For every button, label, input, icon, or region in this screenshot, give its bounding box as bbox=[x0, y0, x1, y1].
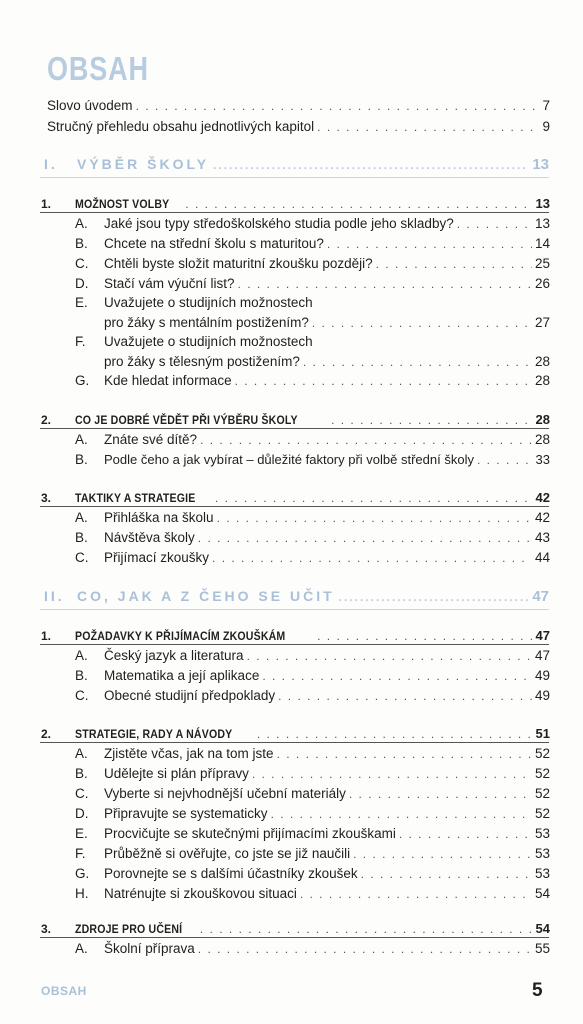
entry-page: 49 bbox=[534, 688, 550, 703]
chapter-heading[interactable] bbox=[0, 488, 583, 508]
leader-dots bbox=[198, 939, 532, 959]
chapter-page: 28 bbox=[535, 412, 550, 427]
chapter-heading[interactable] bbox=[0, 626, 583, 646]
part-page: 13 bbox=[532, 156, 549, 173]
entry-text: Matematika a její aplikace bbox=[104, 668, 260, 683]
leader-dots bbox=[457, 214, 532, 234]
chapter-page: 13 bbox=[535, 196, 550, 211]
chapter-heading[interactable] bbox=[0, 194, 583, 214]
entry-page: 49 bbox=[534, 668, 550, 683]
entry-page: 52 bbox=[534, 786, 550, 801]
entry-text: Chtěli byste složit maturitní zkoušku později? bbox=[104, 256, 373, 271]
leader-dots bbox=[215, 488, 533, 508]
entry-page: 47 bbox=[534, 648, 550, 663]
leader-dots bbox=[262, 666, 532, 686]
entry-letter: D. bbox=[75, 276, 89, 291]
divider bbox=[40, 506, 549, 507]
leader-dots bbox=[217, 508, 532, 528]
entry-letter: G. bbox=[75, 373, 90, 388]
entry-letter: B. bbox=[75, 766, 88, 781]
chapter-number: 2. bbox=[41, 413, 52, 427]
entry-text: Uvažujete o studijních možnostech bbox=[104, 334, 313, 349]
entry-letter: B. bbox=[75, 530, 88, 545]
chapter-number: 3. bbox=[41, 491, 52, 505]
leader-dots bbox=[252, 764, 532, 784]
entry-page: 53 bbox=[534, 866, 550, 881]
chapter-page: 54 bbox=[535, 921, 550, 936]
divider bbox=[40, 212, 549, 213]
toc-entry[interactable] bbox=[0, 646, 583, 666]
leader-dots bbox=[212, 548, 532, 568]
page-number: 5 bbox=[532, 980, 543, 1001]
leader-dots bbox=[271, 804, 532, 824]
entry-letter: F. bbox=[75, 334, 86, 349]
entry-page: 53 bbox=[534, 826, 550, 841]
part-title: VÝBĚR ŠKOLY bbox=[77, 156, 210, 172]
chapter-number: 1. bbox=[41, 629, 52, 643]
entry-text: Slovo úvodem bbox=[47, 98, 133, 113]
chapter-title: ZDROJE PRO UČENÍ bbox=[75, 922, 183, 936]
entry-text: Stručný přehledu obsahu jednotlivých kapitol bbox=[47, 119, 315, 134]
entry-page: 43 bbox=[534, 530, 550, 545]
chapter-title: MOŽNOST VOLBY bbox=[75, 197, 170, 211]
leader-dots bbox=[331, 410, 532, 430]
entry-letter: C. bbox=[75, 688, 89, 703]
entry-page: 54 bbox=[534, 886, 550, 901]
leader-dots bbox=[200, 430, 532, 450]
entry-page: 13 bbox=[534, 216, 550, 231]
chapter-number: 1. bbox=[41, 197, 52, 211]
entry-text: Procvičujte se skutečnými přijímacími zkouškami bbox=[104, 826, 396, 841]
toc-entry[interactable] bbox=[0, 666, 583, 686]
toc-entry[interactable] bbox=[0, 844, 583, 864]
chapter-page: 51 bbox=[535, 726, 550, 741]
entry-page: 28 bbox=[534, 354, 550, 369]
leader-dots bbox=[198, 528, 532, 548]
entry-page: 52 bbox=[534, 806, 550, 821]
entry-page: 44 bbox=[534, 550, 550, 565]
leader-dots bbox=[353, 844, 532, 864]
entry-text: Přihláška na školu bbox=[104, 510, 214, 525]
toc-entry[interactable] bbox=[0, 254, 583, 274]
entry-text: pro žáky s tělesným postižením? bbox=[104, 354, 300, 369]
leader-dots bbox=[213, 153, 528, 177]
leader-dots bbox=[339, 585, 529, 609]
entry-page: 14 bbox=[534, 236, 550, 251]
divider bbox=[40, 742, 549, 743]
entry-text: Návštěva školy bbox=[104, 530, 195, 545]
entry-letter: C. bbox=[75, 550, 89, 565]
entry-text: Připravujte se systematicky bbox=[104, 806, 268, 821]
leader-dots bbox=[257, 724, 533, 744]
entry-page: 27 bbox=[534, 315, 550, 330]
entry-letter: H. bbox=[75, 886, 89, 901]
chapter-title: POŽADAVKY K PŘIJÍMACÍM ZKOUŠKÁM bbox=[75, 629, 286, 643]
toc-entry[interactable] bbox=[0, 686, 583, 706]
entry-page: 9 bbox=[542, 119, 550, 134]
toc-entry[interactable] bbox=[0, 528, 583, 548]
toc-entry[interactable] bbox=[0, 884, 583, 904]
entry-letter: A. bbox=[75, 648, 88, 663]
divider bbox=[40, 644, 549, 645]
chapter-title: STRATEGIE, RADY A NÁVODY bbox=[75, 727, 233, 741]
chapter-number: 2. bbox=[41, 727, 52, 741]
page-title: OBSAH bbox=[47, 50, 149, 87]
toc-entry[interactable] bbox=[0, 274, 583, 294]
leader-dots bbox=[235, 371, 532, 391]
entry-page: 28 bbox=[534, 432, 550, 447]
entry-text: Uvažujete o studijních možnostech bbox=[104, 295, 313, 310]
entry-page: 42 bbox=[534, 510, 550, 525]
leader-dots bbox=[185, 194, 532, 214]
leader-dots bbox=[312, 313, 532, 333]
entry-page: 28 bbox=[534, 373, 550, 388]
chapter-title: CO JE DOBRÉ VĚDĚT PŘI VÝBĚRU ŠKOLY bbox=[75, 413, 298, 427]
chapter-number: 3. bbox=[41, 922, 52, 936]
entry-letter: B. bbox=[75, 236, 88, 251]
leader-dots bbox=[399, 824, 532, 844]
part-heading[interactable] bbox=[0, 152, 583, 176]
toc-entry[interactable] bbox=[0, 804, 583, 824]
leader-dots bbox=[477, 450, 533, 470]
toc-entry[interactable] bbox=[0, 430, 583, 450]
entry-letter: B. bbox=[75, 668, 88, 683]
entry-letter: A. bbox=[75, 510, 88, 525]
part-title: CO, JAK A Z ČEHO SE UČIT bbox=[77, 588, 335, 604]
running-footer: OBSAH bbox=[41, 984, 87, 998]
entry-page: 55 bbox=[534, 941, 550, 956]
part-number: II. bbox=[44, 588, 65, 604]
entry-letter: A. bbox=[75, 941, 88, 956]
chapter-page: 47 bbox=[535, 628, 550, 643]
entry-text: Chcete na střední školu s maturitou? bbox=[104, 236, 324, 251]
toc-entry[interactable] bbox=[0, 744, 583, 764]
entry-page: 52 bbox=[534, 746, 550, 761]
toc-entry[interactable] bbox=[0, 450, 583, 470]
leader-dots bbox=[376, 254, 532, 274]
entry-page: 25 bbox=[534, 256, 550, 271]
leader-dots bbox=[317, 117, 539, 137]
entry-text: Školní příprava bbox=[104, 941, 195, 956]
chapter-title: TAKTIKY A STRATEGIE bbox=[75, 491, 196, 505]
leader-dots bbox=[300, 884, 532, 904]
leader-dots bbox=[238, 274, 532, 294]
entry-letter: F. bbox=[75, 846, 86, 861]
leader-dots bbox=[361, 864, 532, 884]
toc-entry[interactable] bbox=[0, 313, 583, 333]
entry-text: Přijímací zkoušky bbox=[104, 550, 210, 565]
toc-entry-line[interactable] bbox=[0, 332, 583, 352]
toc-entry[interactable] bbox=[0, 508, 583, 528]
entry-letter: G. bbox=[75, 866, 90, 881]
entry-text: Průběžně si ověřujte, co jste se již naučili bbox=[104, 846, 351, 861]
toc-entry[interactable] bbox=[0, 939, 583, 959]
toc-entry[interactable] bbox=[0, 117, 583, 137]
leader-dots bbox=[349, 784, 532, 804]
entry-letter: A. bbox=[75, 216, 88, 231]
entry-text: Znáte své dítě? bbox=[104, 432, 198, 447]
entry-page: 33 bbox=[535, 452, 550, 467]
chapter-heading[interactable] bbox=[0, 410, 583, 430]
toc-entry[interactable] bbox=[0, 824, 583, 844]
entry-letter: E. bbox=[75, 295, 88, 310]
entry-letter: E. bbox=[75, 826, 88, 841]
entry-letter: A. bbox=[75, 432, 88, 447]
entry-letter: B. bbox=[75, 452, 88, 467]
toc-entry[interactable] bbox=[0, 214, 583, 234]
leader-dots bbox=[200, 919, 533, 939]
chapter-heading[interactable] bbox=[0, 724, 583, 744]
leader-dots bbox=[136, 96, 540, 116]
entry-page: 7 bbox=[542, 98, 550, 113]
part-heading[interactable] bbox=[0, 584, 583, 608]
entry-text: Vyberte si nejvhodnější učební materiály bbox=[104, 786, 346, 801]
entry-text: Jaké jsou typy středoškolského studia podle jeho skladby? bbox=[104, 216, 454, 231]
entry-text: Stačí vám výuční list? bbox=[104, 276, 235, 291]
toc-entry-line[interactable] bbox=[0, 293, 583, 313]
entry-letter: C. bbox=[75, 786, 89, 801]
divider bbox=[40, 177, 549, 178]
toc-entry[interactable] bbox=[0, 764, 583, 784]
entry-letter: A. bbox=[75, 746, 88, 761]
entry-text: Natrénujte si zkouškovou situaci bbox=[104, 886, 297, 901]
entry-text: Podle čeho a jak vybírat – důležité faktory při volbě střední školy bbox=[104, 452, 474, 467]
entry-page: 53 bbox=[534, 846, 550, 861]
chapter-heading[interactable] bbox=[0, 919, 583, 939]
toc-entry[interactable] bbox=[0, 784, 583, 804]
part-page: 47 bbox=[532, 588, 549, 605]
entry-letter: C. bbox=[75, 256, 89, 271]
entry-text: Udělejte si plán přípravy bbox=[104, 766, 249, 781]
part-number: I. bbox=[44, 156, 58, 172]
entry-text: Porovnejte se s dalšími účastníky zkoušek bbox=[104, 866, 358, 881]
leader-dots bbox=[277, 744, 532, 764]
toc-entry[interactable] bbox=[0, 234, 583, 254]
toc-entry[interactable] bbox=[0, 96, 583, 116]
divider bbox=[40, 609, 549, 610]
entry-text: Obecné studijní předpoklady bbox=[104, 688, 276, 703]
entry-letter: D. bbox=[75, 806, 89, 821]
entry-page: 52 bbox=[534, 766, 550, 781]
toc-entry[interactable] bbox=[0, 352, 583, 372]
toc-entry[interactable] bbox=[0, 548, 583, 568]
leader-dots bbox=[278, 686, 532, 706]
chapter-page: 42 bbox=[535, 490, 550, 505]
divider bbox=[40, 937, 549, 938]
entry-text: Zjistěte včas, jak na tom jste bbox=[104, 746, 274, 761]
leader-dots bbox=[247, 646, 532, 666]
leader-dots bbox=[303, 352, 532, 372]
entry-text: pro žáky s mentálním postižením? bbox=[104, 315, 309, 330]
entry-text: Český jazyk a literatura bbox=[104, 648, 244, 663]
entry-text: Kde hledat informace bbox=[104, 373, 232, 388]
leader-dots bbox=[327, 234, 532, 254]
divider bbox=[40, 428, 549, 429]
toc-entry[interactable] bbox=[0, 864, 583, 884]
leader-dots bbox=[317, 626, 532, 646]
entry-page: 26 bbox=[534, 276, 550, 291]
toc-entry[interactable] bbox=[0, 371, 583, 391]
